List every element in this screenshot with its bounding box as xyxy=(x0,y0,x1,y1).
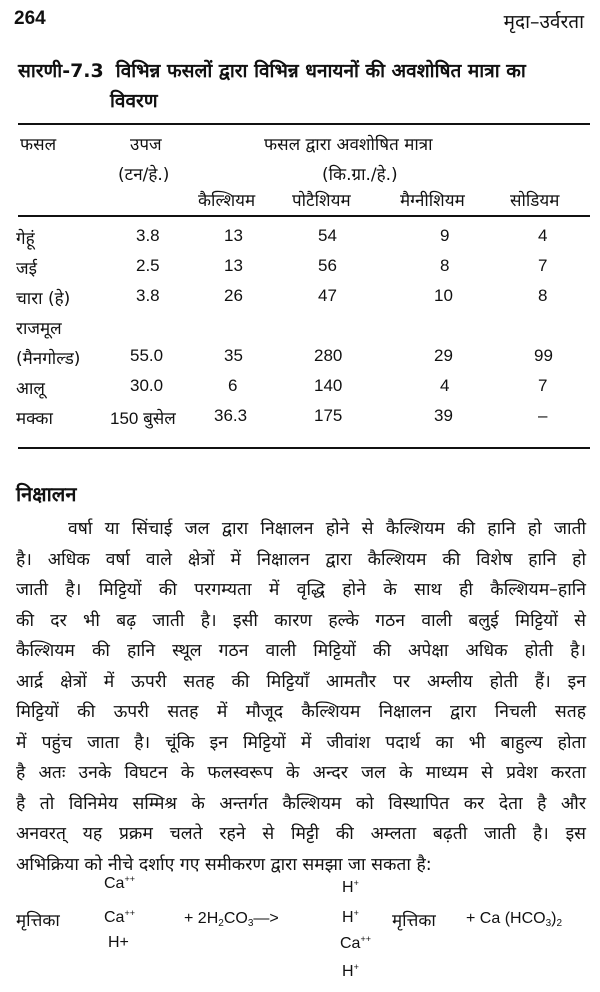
cell-potassium: 47 xyxy=(318,286,337,305)
paragraph-line: है अतः उनके विघटन के फलस्वरूप के अन्दर जल के माध्यम से प्रवेश करता xyxy=(16,763,586,783)
table-row xyxy=(0,402,600,432)
cell-calcium: 13 xyxy=(224,256,243,275)
cell-sodium: 8 xyxy=(538,286,548,305)
cell-crop: (मैनगोल्ड) xyxy=(16,349,81,369)
cell-potassium: 56 xyxy=(318,256,337,275)
paragraph-line: कैल्शियम की हानि स्थूल गठन वाली मिट्टियों की अपेक्षा अधिक होती है। xyxy=(16,641,586,661)
table-title-line-1: विभिन्न फसलों द्वारा विभिन्न धनायनों की अवशोषित मात्रा का xyxy=(115,60,526,82)
cell-magnesium: 9 xyxy=(440,226,450,245)
paragraph-line: में पहुंच जाता है। चूंकि इन मिट्टियों में जीवांश पदार्थ का भी बाहुल्य होता xyxy=(16,732,586,753)
cell-potassium: 175 xyxy=(314,406,343,425)
cell-sodium: 4 xyxy=(538,226,548,245)
cell-crop: मक्का xyxy=(16,409,53,429)
paragraph-line: अभिक्रिया को नीचे दर्शाए गए समीकरण द्वारा समझा जा सकता है: xyxy=(16,854,432,875)
cell-sodium: – xyxy=(538,406,548,425)
table-header xyxy=(0,124,600,214)
right-ion-2: H+ xyxy=(342,908,359,926)
cell-magnesium: 10 xyxy=(434,286,453,305)
table-label: सारणी-7.3 xyxy=(18,60,104,82)
page-header xyxy=(14,8,584,32)
left-ion-3: H+ xyxy=(108,934,129,951)
body-paragraph xyxy=(16,514,586,880)
right-ion-1: H+ xyxy=(342,878,359,896)
table-row xyxy=(0,372,600,402)
paragraph-line: है। अधिक वर्षा वाले क्षेत्रों में निक्षालन द्वारा कैल्शियम की विशेष हानि हो xyxy=(16,549,586,570)
right-ion-4: H+ xyxy=(342,962,359,980)
left-ion-1: Ca++ xyxy=(104,874,135,892)
cell-sodium: 7 xyxy=(538,256,548,275)
table-row xyxy=(0,342,600,372)
reagent-carbonic-acid: + $2H_2CO_3—>$ xyxy=(184,910,279,929)
chemical-equation xyxy=(0,870,600,990)
section-heading: निक्षालन xyxy=(16,482,77,506)
header-yield: उपज xyxy=(130,135,162,155)
right-ion-3: Ca++ xyxy=(340,934,371,952)
cell-yield: 55.0 xyxy=(130,346,164,365)
cell-yield: 3.8 xyxy=(136,286,160,305)
table-header-rule xyxy=(18,215,590,217)
soil-left: मृत्तिका xyxy=(16,911,60,931)
left-ion-2: Ca++ xyxy=(104,908,135,926)
header-magnesium: मैग्नीशियम xyxy=(400,191,465,211)
cell-sodium: 7 xyxy=(538,376,548,395)
table-caption xyxy=(18,56,590,116)
cell-sodium: 99 xyxy=(534,346,553,365)
cell-potassium: 140 xyxy=(314,376,343,395)
paragraph-line: मिट्टियों की ऊपरी सतह में मौजूद कैल्शियम निक्षालन द्वारा निचली सतह xyxy=(16,702,586,722)
running-head: मृदा–उर्वरता xyxy=(503,11,584,33)
paragraph-line: है तो विनिमेय सम्मिश्र के अन्तर्गत कैल्शियम को विस्थापित कर देता है और xyxy=(16,793,586,814)
table-body xyxy=(0,222,600,432)
cell-crop: आलू xyxy=(16,379,45,399)
paragraph-line: की दर भी बढ़ जाती है। इसी कारण हल्के गठन वाली बलुई मिट्टियों से xyxy=(16,610,586,631)
cell-potassium: 54 xyxy=(318,226,337,245)
cell-yield: 150 बुसेल xyxy=(110,409,176,428)
cell-yield: 3.8 xyxy=(136,226,160,245)
cell-crop: चारा (हे) xyxy=(16,289,71,309)
cell-calcium: 26 xyxy=(224,286,243,305)
cell-crop: गेहूं xyxy=(16,229,35,249)
paragraph-line: अनवरत् यह प्रक्रम चलते रहने से मिट्टी की अम्लता बढ़ती जाती है। इस xyxy=(16,824,586,844)
table-row xyxy=(0,252,600,282)
paragraph-line: वर्षा या सिंचाई जल द्वारा निक्षालन होने से कैल्शियम की हानि हो जाती xyxy=(68,519,586,539)
header-potassium: पोटैशियम xyxy=(292,191,351,211)
table-row xyxy=(0,222,600,252)
cell-calcium: 13 xyxy=(224,226,243,245)
paragraph-line: जाती है। मिट्टियों की परगम्यता में वृद्धि होने के साथ ही कैल्शियम–हानि xyxy=(16,580,586,600)
cell-magnesium: 39 xyxy=(434,406,453,425)
paragraph-line: आर्द्र क्षेत्रों में ऊपरी सतह की मिट्टियाँ आमतौर पर अम्लीय होती हैं। इन xyxy=(16,671,586,692)
table-row xyxy=(0,312,600,342)
header-sodium: सोडियम xyxy=(510,191,560,211)
header-absorbed-amount: फसल द्वारा अवशोषित मात्रा xyxy=(264,135,433,155)
table-row xyxy=(0,282,600,312)
cell-magnesium: 29 xyxy=(434,346,453,365)
cell-calcium: 36.3 xyxy=(214,406,248,425)
header-crop: फसल xyxy=(20,135,57,155)
cell-yield: 2.5 xyxy=(136,256,160,275)
cell-calcium: 6 xyxy=(228,376,238,395)
header-yield-unit: (टन/हे.) xyxy=(118,165,170,185)
table-title-line-2: विवरण xyxy=(110,90,158,112)
cell-magnesium: 4 xyxy=(440,376,450,395)
cell-magnesium: 8 xyxy=(440,256,450,275)
cell-yield: 30.0 xyxy=(130,376,164,395)
cell-crop: राजमूल xyxy=(16,319,62,339)
header-calcium: कैल्शियम xyxy=(198,191,256,211)
header-absorbed-unit: (कि.ग्रा./हे.) xyxy=(322,165,398,185)
cell-calcium: 35 xyxy=(224,346,243,365)
product-calcium-bicarbonate: + Ca $(HCO_3)_2$ xyxy=(466,910,563,929)
soil-right: मृत्तिका xyxy=(392,911,436,931)
cell-crop: जई xyxy=(16,259,37,279)
table-bottom-rule xyxy=(18,447,590,449)
page-number: 264 xyxy=(14,8,46,29)
cell-potassium: 280 xyxy=(314,346,343,365)
